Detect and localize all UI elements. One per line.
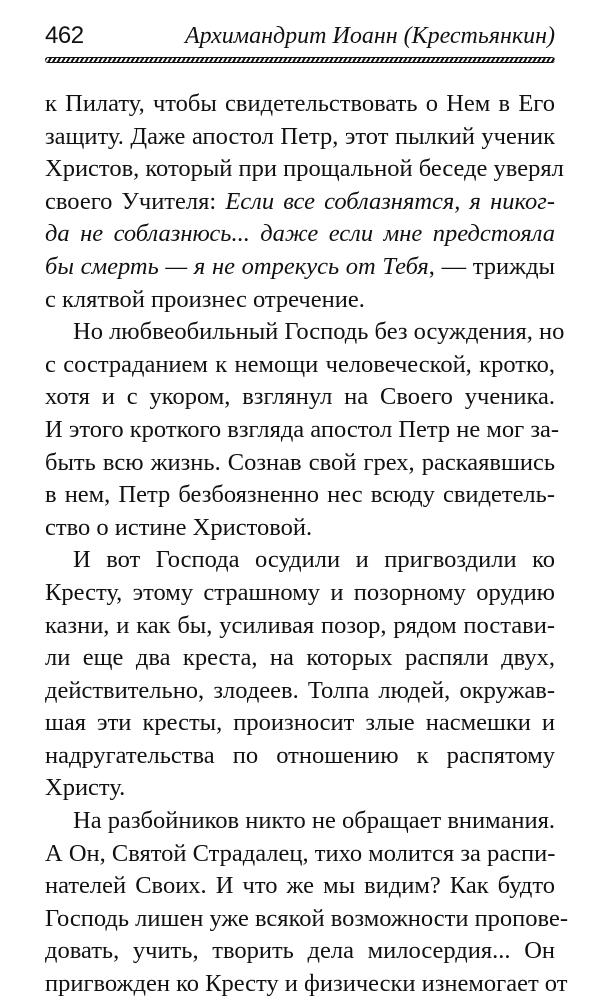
text-line: к Пилату, чтобы свидетельствовать о Нем в Его: [45, 90, 555, 117]
text-line-paragraph-start: На разбойников никто не обращает внимания.: [73, 807, 555, 835]
text-line-paragraph-end: ство о истине Христовой.: [45, 513, 313, 541]
text-line-paragraph-end: с клятвой произнес отречение.: [45, 285, 365, 313]
page-number: 462: [45, 22, 84, 49]
text-line: нателей Своих. И что же мы видим? Как будто: [45, 872, 555, 900]
text-line: быть всю жизнь. Сознав свой грех, раскаявшись: [45, 448, 555, 476]
text-line: Христов, который при прощальной беседе уверял: [45, 155, 564, 183]
text-segment: , — трижды: [428, 252, 556, 280]
text-line-paragraph-end: Христу.: [45, 774, 126, 802]
text-line-paragraph-start: Но любвеобильный Господь без осуждения, но: [73, 318, 565, 346]
text-line: [45, 186, 555, 219]
text-line: действительно, злодеев. Толпа людей, окружав-: [45, 676, 555, 704]
text-line: И этого кроткого взгляда апостол Петр не мог за-: [45, 415, 560, 443]
text-line: А Он, Святой Страдалец, тихо молится за распи-: [45, 839, 556, 867]
decorative-rope-divider: [45, 57, 555, 63]
text-line: шая эти кресты, произносит злые насмешки и: [45, 709, 555, 737]
text-line: хотя и с укором, взглянул на Своего ученика.: [45, 383, 555, 411]
italic-quote: Если все соблазнятся, я никог-: [225, 187, 555, 215]
italic-quote: бы смерть — я не отрекусь от Тебя: [45, 252, 429, 280]
text-line-italic-quote: да не соблазнюсь... даже если мне предстояла: [45, 220, 555, 248]
text-line: ли еще два креста, на которых распяли двух,: [45, 644, 555, 672]
text-line-paragraph-start: И вот Господа осудили и пригвоздили ко: [73, 546, 555, 574]
body-text: [45, 88, 568, 1001]
text-line: довать, учить, творить дела милосердия... Он: [45, 937, 555, 965]
text-line: пригвожден ко Кресту и физически изнемогает от: [45, 970, 568, 998]
text-line: Господь лишен уже всякой возможности пропове-: [45, 904, 568, 932]
text-line: [45, 251, 555, 284]
text-line: казни, и как бы, усиливая позор, рядом постави-: [45, 611, 555, 639]
text-line: Кресту, этому страшному и позорному орудию: [45, 578, 555, 606]
text-line: в нем, Петр безбоязненно нес всюду свидетель-: [45, 481, 555, 509]
text-line: надругательства по отношению к распятому: [45, 741, 555, 769]
text-line: с состраданием к немощи человеческой, кротко,: [45, 350, 555, 378]
running-head: [45, 20, 555, 52]
text-line: защиту. Даже апостол Петр, этот пылкий ученик: [45, 122, 555, 150]
running-title: Архимандрит Иоанн (Крестьянкин): [184, 23, 555, 49]
text-segment: своего Учителя:: [45, 187, 226, 215]
